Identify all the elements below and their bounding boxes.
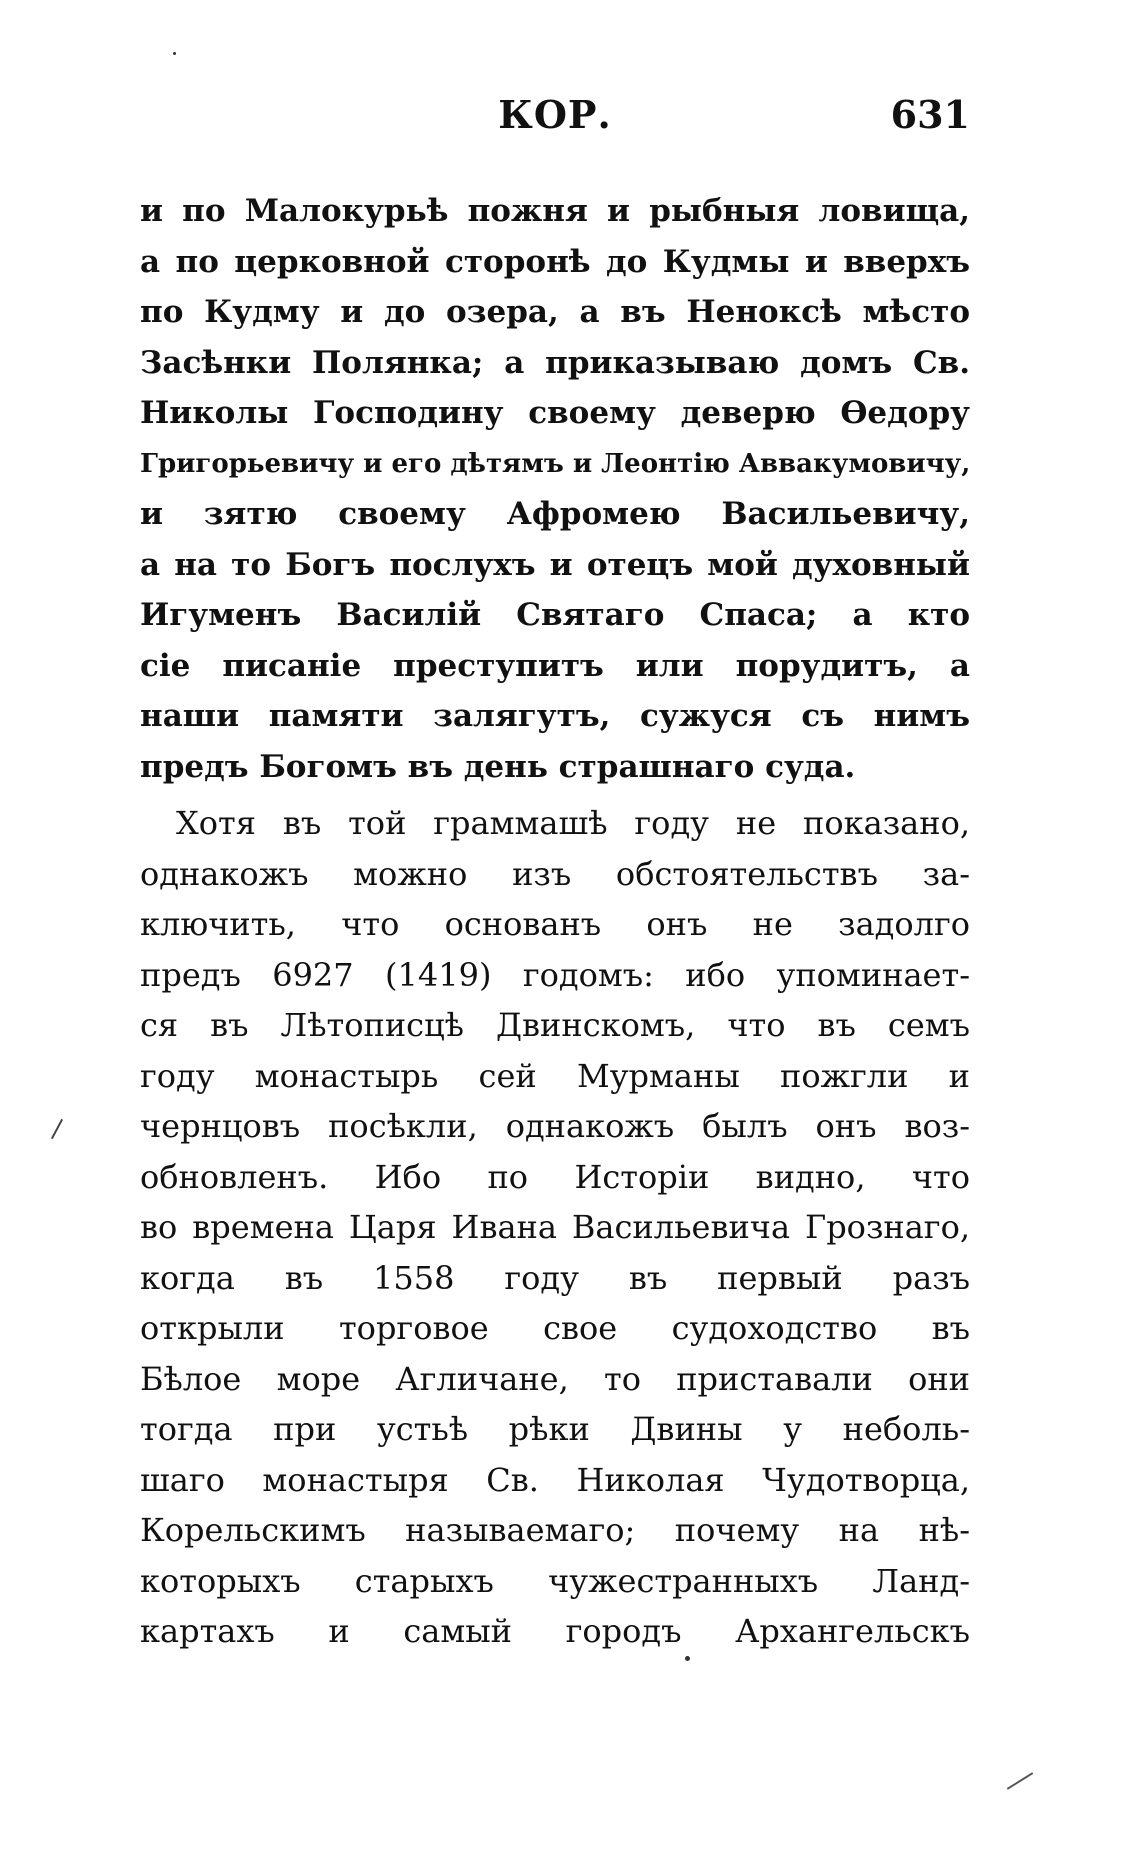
text-line: и зятю своему Афромею Васильевичу,: [140, 496, 970, 532]
text-line: а на то Богъ послухъ и отецъ мой духовный: [140, 546, 970, 583]
text-line: Бѣлое море Агличане, то приставали они: [140, 1359, 970, 1398]
text-line: году монастырь сей Мурманы пожгли и: [140, 1056, 970, 1095]
ink-speck: [173, 52, 176, 55]
page-number: 631: [890, 92, 970, 137]
text-line: во времена Царя Ивана Васильевича Грознаго,: [140, 1208, 970, 1246]
text-line: предъ Богомъ въ день страшнаго суда.: [140, 748, 856, 785]
ink-speck: [685, 1656, 690, 1661]
text-line: Корельскимъ называемаго; почему на нѣ-: [140, 1511, 970, 1549]
margin-mark: [51, 1119, 63, 1139]
text-line: Игуменъ Василій Святаго Спаса; а кто: [140, 597, 970, 633]
text-line: чернцовъ посѣкли, однакожъ былъ онъ воз-: [140, 1107, 970, 1145]
text-line: и по Малокурьѣ пожня и рыбныя ловища,: [140, 193, 970, 229]
text-line: которыхъ старыхъ чужестранныхъ Ланд-: [140, 1561, 970, 1600]
text-line: а по церковной сторонѣ до Кудмы и вверхъ: [140, 243, 970, 280]
text-line: тогда при устьѣ рѣки Двины у неболь-: [140, 1410, 970, 1448]
text-line: шаго монастыря Св. Николая Чудотворца,: [140, 1460, 970, 1499]
text-line: Хотя въ той граммашѣ году не показано,: [176, 804, 970, 842]
paragraph-2: [140, 798, 970, 1657]
text-line: ся въ Лѣтописцѣ Двинскомъ, что въ семъ: [140, 1006, 970, 1044]
text-line: предъ 6927 (1419) годомъ: ибо упоминает-: [140, 955, 970, 994]
text-line: однакожъ можно изъ обстоятельствъ за-: [140, 854, 970, 893]
text-line: Засѣнки Полянка; а приказываю домъ Св.: [140, 344, 970, 381]
margin-mark: [1007, 1772, 1034, 1790]
text-line: по Кудму и до озера, а въ Неноксѣ мѣсто: [140, 294, 970, 330]
body-text: [140, 186, 970, 1657]
text-line: Григорьевичу и его дѣтямъ и Леонтію Аввакумовичу,: [140, 448, 970, 479]
text-line: обновленъ. Ибо по Исторіи видно, что: [140, 1157, 970, 1196]
text-line: когда въ 1558 году въ первый разъ: [140, 1258, 970, 1297]
text-line: ключить, что основанъ онъ не задолго: [140, 905, 970, 943]
page-header: [140, 92, 970, 142]
text-line: сіе писаніе преступитъ или порудитъ, а: [140, 647, 970, 684]
text-line: открыли торговое свое судоходство въ: [140, 1309, 970, 1347]
text-line: Николы Господину своему деверю Ѳедору: [140, 395, 970, 431]
text-line: наши памяти залягутъ, сужуся съ нимъ: [140, 698, 970, 734]
paragraph-1: [140, 186, 970, 792]
text-line: картахъ и самый городъ Архангельскъ: [140, 1612, 970, 1650]
running-head: КОР.: [498, 92, 612, 137]
